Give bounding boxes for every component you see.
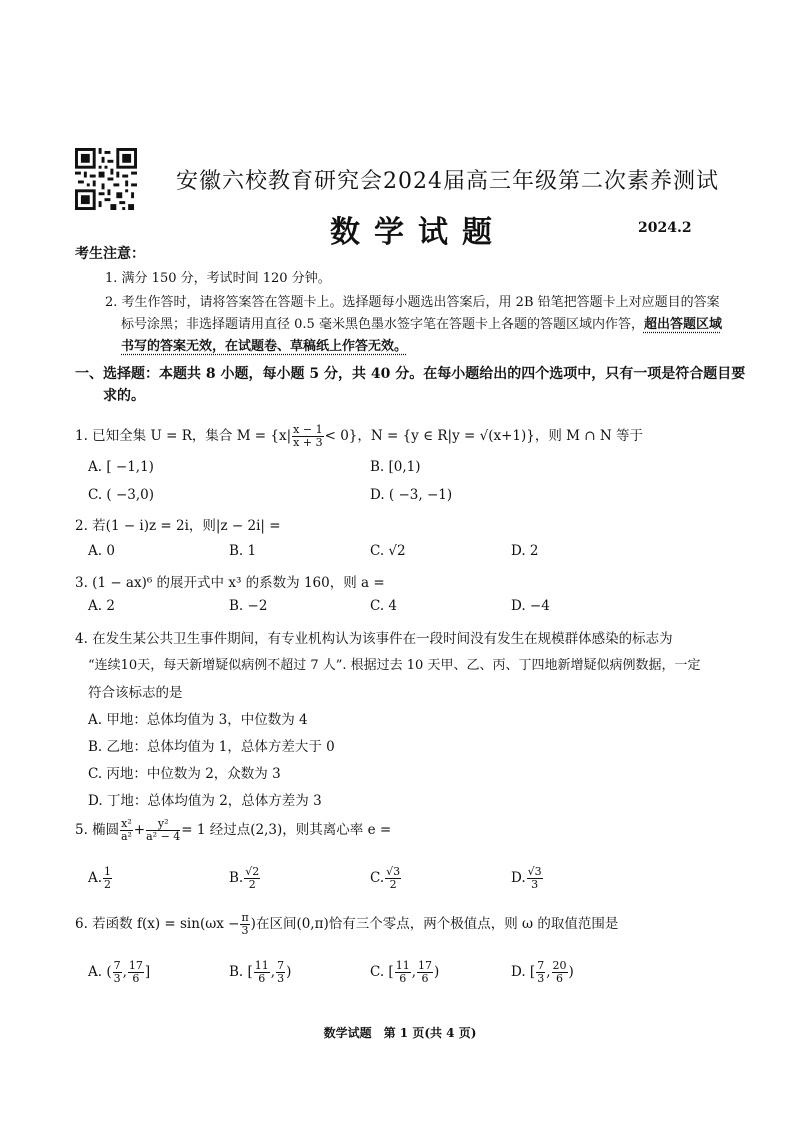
section-1-heading: 一、选择题：本题共 8 小题，每小题 5 分，共 40 分。在每小题给出的四个选项中，只有一项是符合题目要: [75, 366, 746, 382]
q6-d-end: ): [568, 964, 574, 980]
notice-item-1: 1. 满分 150 分，考试时间 120 分钟。: [105, 271, 331, 286]
q6-option-a: A. ( $\frac{7}{3}$ , $\frac{17}{6}$ ]: [88, 959, 151, 985]
notice-item-2-line-2: [121, 313, 722, 332]
q5-b-frac: [244, 866, 260, 891]
q6-option-c: C. [ $\frac{11}{6}$ , $\frac{17}{6}$ ): [370, 959, 440, 985]
q6-a-end: ]: [144, 964, 151, 980]
q5-b-den: 2: [248, 878, 256, 891]
q6-b2-den: 3: [277, 972, 285, 985]
q6-b1-den: 6: [258, 972, 266, 985]
page-footer: 数学试题 第 1 页(共 4 页): [323, 1026, 477, 1040]
q5-c-frac: [385, 866, 401, 891]
q6-c-label: C. [: [370, 964, 394, 980]
q6-c-frac1: [395, 960, 411, 985]
q6-d1-den: 3: [537, 972, 545, 985]
q5-a-label: A.: [88, 870, 103, 886]
q5-b-label: B.: [229, 870, 244, 886]
q2-option-b: B. 1: [229, 543, 257, 559]
q1-option-a: A. [ −1,1): [88, 459, 154, 475]
q5-d-num: √3: [527, 865, 542, 878]
q5-option-d: [511, 866, 544, 891]
question-4-line-3: 符合该标志的是: [88, 685, 183, 701]
q5-d-frac: [527, 866, 543, 891]
q6-d-frac1: [536, 960, 545, 985]
q6-c1-den: 6: [399, 972, 407, 985]
q3-option-b: B. −2: [229, 598, 268, 614]
notice-item-2-text: 标号涂黑；非选择题请用直径 0.5 毫米黑色墨水签字笔在答题卡上各题的答题区域内作答，: [121, 317, 644, 332]
q1-option-b: B. [0,1): [370, 459, 421, 475]
q1-frac-den: x + 3: [293, 436, 323, 449]
q1-option-d: D. ( −3, −1): [370, 487, 453, 503]
q3-option-a: A. 2: [88, 598, 115, 614]
q5-c-num: √3: [386, 865, 401, 878]
q1-stem-b: < 0}，N = {y ∈ R|y = √(x+1)}，则 M ∩ N 等于: [324, 428, 643, 444]
q5-plus: +: [133, 822, 146, 838]
section-1-heading-cont: 求的。: [103, 388, 145, 404]
q5-option-c: [370, 866, 402, 891]
q5-frac-x-num: x²: [121, 817, 132, 830]
q6-c1-num: 11: [395, 959, 410, 972]
q5-lead: 5. 椭圆: [75, 822, 120, 838]
q4-option-d: D. 丁地：总体均值为 2，总体方差为 3: [88, 793, 322, 809]
notice-heading: 考生注意：: [75, 246, 145, 262]
q6-b-end: ): [286, 964, 292, 980]
q6-a2-den: 6: [132, 972, 140, 985]
q5-frac-x: [120, 818, 133, 843]
q6-b2-num: 7: [277, 959, 285, 972]
q2-option-a: A. 0: [88, 543, 115, 559]
exam-organizer-title: 安徽六校教育研究会2024届高三年级第二次素养测试: [176, 169, 719, 194]
notice-item-2-line-3: 书写的答案无效，在试题卷、草稿纸上作答无效。: [121, 339, 408, 354]
question-2-stem: 2. 若(1 − i)z = 2i，则|z − 2i| =: [75, 518, 281, 534]
q5-option-a: [88, 866, 113, 891]
q6-pi-frac: [240, 912, 249, 937]
exam-date: 2024.2: [638, 220, 692, 236]
q5-tail: = 1 经过点(2,3)，则其离心率 e =: [181, 822, 392, 838]
q6-a2-num: 17: [128, 959, 143, 972]
q6-b-frac2: [276, 960, 285, 985]
q5-a-num: 1: [104, 865, 112, 878]
q1-frac-num: x − 1: [293, 423, 323, 436]
question-5-stem: [75, 818, 391, 843]
q6-b-frac1: [254, 960, 270, 985]
q5-frac-x-den: a²: [121, 830, 132, 843]
q5-a-frac: [103, 866, 112, 891]
q6-a1-num: 7: [113, 959, 121, 972]
q6-lead: 6. 若函数 f(x) = sin(ωx −: [75, 916, 240, 932]
q1-option-c: C. ( −3,0): [88, 487, 155, 503]
q2-option-c: C. √2: [370, 543, 406, 559]
q6-pi-den: 3: [241, 924, 249, 937]
q5-c-label: C.: [370, 870, 385, 886]
q4-option-b: B. 乙地：总体均值为 1，总体方差大于 0: [88, 739, 335, 755]
q6-d2-den: 6: [556, 972, 563, 985]
q6-d2-num: 20: [552, 959, 567, 972]
subject-title: 数学试题: [330, 215, 506, 250]
q3-option-c: C. 4: [370, 598, 398, 614]
q6-c-frac2: [417, 960, 433, 985]
q6-b-label: B. [: [229, 964, 253, 980]
q3-option-d: D. −4: [511, 598, 550, 614]
q6-c-end: ): [434, 964, 440, 980]
q5-frac-y-num: y²: [146, 818, 180, 831]
question-3-stem: 3. (1 − ax)⁶ 的展开式中 x³ 的系数为 160，则 a =: [75, 575, 385, 591]
notice-emphasis: 超出答题区域: [643, 317, 722, 332]
q1-stem-a: 1. 已知全集 U = R，集合 M = {x|: [75, 428, 292, 444]
question-1-stem: [75, 424, 643, 449]
q6-option-b: B. [ $\frac{11}{6}$ , $\frac{7}{3}$ ): [229, 959, 292, 985]
q6-d-frac2: [552, 960, 568, 985]
q6-pi-num: π: [241, 911, 249, 924]
q5-a-den: 2: [104, 878, 112, 891]
q6-a-label: A. (: [88, 964, 112, 980]
q6-c2-num: 17: [418, 959, 432, 972]
q6-option-d: D. [ $\frac{7}{3}$ , $\frac{20}{6}$ ): [511, 959, 574, 985]
q1-fraction: [292, 424, 323, 449]
q6-d1-num: 7: [537, 959, 545, 972]
q6-a-frac2: [128, 960, 144, 985]
q5-option-b: [229, 866, 261, 891]
q5-c-den: 2: [389, 878, 397, 891]
q2-option-d: D. 2: [511, 543, 539, 559]
q4-option-a: A. 甲地：总体均值为 3，中位数为 4: [88, 712, 308, 728]
q6-c2-den: 6: [421, 972, 429, 985]
q6-b1-num: 11: [254, 959, 269, 972]
q6-tail: )在区间(0,π)恰有三个零点，两个极值点，则 ω 的取值范围是: [250, 916, 619, 932]
question-4-line-1: 4. 在发生某公共卫生事件期间，有专业机构认为该事件在一段时间没有发生在规模群体感染的标志为: [75, 631, 673, 647]
q5-d-label: D.: [511, 870, 526, 886]
qr-code-image: [75, 148, 137, 210]
q5-d-den: 3: [531, 878, 539, 891]
q5-frac-y: [146, 818, 180, 843]
q6-d-label: D. [: [511, 964, 536, 980]
question-4-line-2: “连续10天，每天新增疑似病例不超过 7 人”. 根据过去 10 天甲、乙、丙、丁四地新增疑似病例数据，一定: [88, 658, 701, 673]
q6-a1-den: 3: [113, 972, 121, 985]
q6-a-frac1: [113, 960, 122, 985]
q5-frac-y-den: a² − 4: [146, 830, 181, 843]
q5-b-num: √2: [245, 865, 260, 878]
q4-option-c: C. 丙地：中位数为 2，众数为 3: [88, 766, 281, 782]
question-6-stem: [75, 912, 618, 937]
notice-item-2-line-1: 2. 考生作答时，请将答案答在答题卡上。选择题每小题选出答案后，用 2B 铅笔把答题卡上对应题目的答案: [105, 295, 720, 310]
